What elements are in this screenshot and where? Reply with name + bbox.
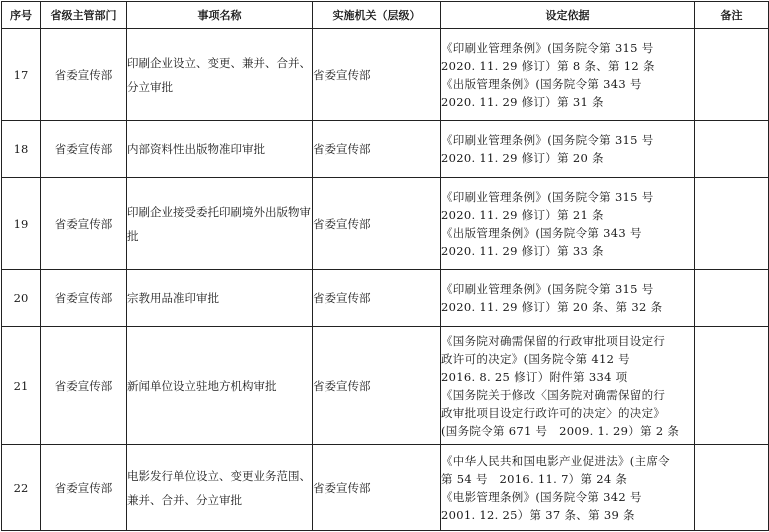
legal-basis-cell <box>441 327 695 445</box>
basis-line: 第 54 号 2016. 11. 7）第 24 条 <box>441 471 628 486</box>
department-cell: 省委宣传部 <box>41 327 127 445</box>
basis-line: 《出版管理条例》(国务院令第 343 号 <box>441 225 642 240</box>
legal-basis-cell <box>441 270 695 327</box>
basis-line: 2020. 11. 29 修订）第 33 条 <box>441 243 604 258</box>
basis-line: 《出版管理条例》(国务院令第 343 号 <box>441 76 642 91</box>
item-name-cell: 印刷企业设立、变更、兼并、合并、分立审批 <box>127 29 313 121</box>
header-remarks: 备注 <box>695 2 769 29</box>
row-number: 19 <box>2 178 41 270</box>
item-name-cell: 新闻单位设立驻地方机构审批 <box>127 327 313 445</box>
basis-line: 《国务院关于修改〈国务院对确需保留的行 <box>441 387 666 402</box>
basis-line: 政审批项目设定行政许可的决定〉的决定》 <box>441 405 666 420</box>
department-cell: 省委宣传部 <box>41 121 127 178</box>
basis-line: 2020. 11. 29 修订）第 31 条 <box>441 94 604 109</box>
basis-line: 《印刷业管理条例》(国务院令第 315 号 <box>441 282 654 296</box>
remarks-cell <box>695 327 769 445</box>
table-row <box>2 178 769 270</box>
header-number: 序号 <box>2 2 41 29</box>
header-department: 省级主管部门 <box>41 2 127 29</box>
remarks-cell <box>695 121 769 178</box>
row-number: 21 <box>2 327 41 445</box>
table-row <box>2 29 769 121</box>
basis-line: 2020. 11. 29 修订）第 20 条 <box>441 151 604 165</box>
table-row <box>2 327 769 445</box>
basis-line: 2020. 11. 29 修订）第 20 条、第 32 条 <box>441 300 663 314</box>
basis-line: 《印刷业管理条例》(国务院令第 315 号 <box>441 189 654 204</box>
item-name-cell: 内部资料性出版物准印审批 <box>127 121 313 178</box>
department-cell: 省委宣传部 <box>41 29 127 121</box>
row-number: 17 <box>2 29 41 121</box>
row-number: 18 <box>2 121 41 178</box>
remarks-cell <box>695 445 769 531</box>
legal-basis-cell <box>441 178 695 270</box>
item-name-cell: 宗教用品准印审批 <box>127 270 313 327</box>
legal-basis-cell <box>441 29 695 121</box>
basis-line: 《印刷业管理条例》(国务院令第 315 号 <box>441 133 654 147</box>
authority-cell: 省委宣传部 <box>313 121 441 178</box>
basis-line: 2020. 11. 29 修订）第 8 条、第 12 条 <box>441 58 655 73</box>
item-name-cell: 印刷企业接受委托印刷境外出版物审批 <box>127 178 313 270</box>
remarks-cell <box>695 178 769 270</box>
legal-basis-cell <box>441 445 695 531</box>
remarks-cell <box>695 29 769 121</box>
basis-line: 《电影管理条例》(国务院令第 342 号 <box>441 489 642 504</box>
table-row <box>2 445 769 531</box>
basis-line: 2016. 8. 25 修订）附件第 334 项 <box>441 369 628 384</box>
authority-cell: 省委宣传部 <box>313 445 441 531</box>
legal-basis-cell <box>441 121 695 178</box>
item-name-cell: 电影发行单位设立、变更业务范围、兼并、合并、分立审批 <box>127 445 313 531</box>
basis-line: 政许可的决定》(国务院令第 412 号 <box>441 351 630 366</box>
header-authority: 实施机关（层级） <box>313 2 441 29</box>
basis-line: 《中华人民共和国电影产业促进法》(主席令 <box>441 453 670 468</box>
header-legal-basis: 设定依据 <box>441 2 695 29</box>
department-cell: 省委宣传部 <box>41 178 127 270</box>
basis-line: 2001. 12. 25）第 37 条、第 39 条 <box>441 507 635 522</box>
authority-cell: 省委宣传部 <box>313 29 441 121</box>
row-number: 22 <box>2 445 41 531</box>
authority-cell: 省委宣传部 <box>313 178 441 270</box>
remarks-cell <box>695 270 769 327</box>
authority-cell: 省委宣传部 <box>313 327 441 445</box>
row-number: 20 <box>2 270 41 327</box>
basis-line: 《印刷业管理条例》(国务院令第 315 号 <box>441 40 654 55</box>
approval-items-table <box>1 1 769 531</box>
basis-line: 2020. 11. 29 修订）第 21 条 <box>441 207 604 222</box>
authority-cell: 省委宣传部 <box>313 270 441 327</box>
department-cell: 省委宣传部 <box>41 445 127 531</box>
header-item-name: 事项名称 <box>127 2 313 29</box>
table-row <box>2 270 769 327</box>
basis-line: (国务院令第 671 号 2009. 1. 29）第 2 条 <box>441 423 680 438</box>
basis-line: 《国务院对确需保留的行政审批项目设定行 <box>441 333 666 348</box>
header-row <box>2 2 769 29</box>
table-row <box>2 121 769 178</box>
department-cell: 省委宣传部 <box>41 270 127 327</box>
